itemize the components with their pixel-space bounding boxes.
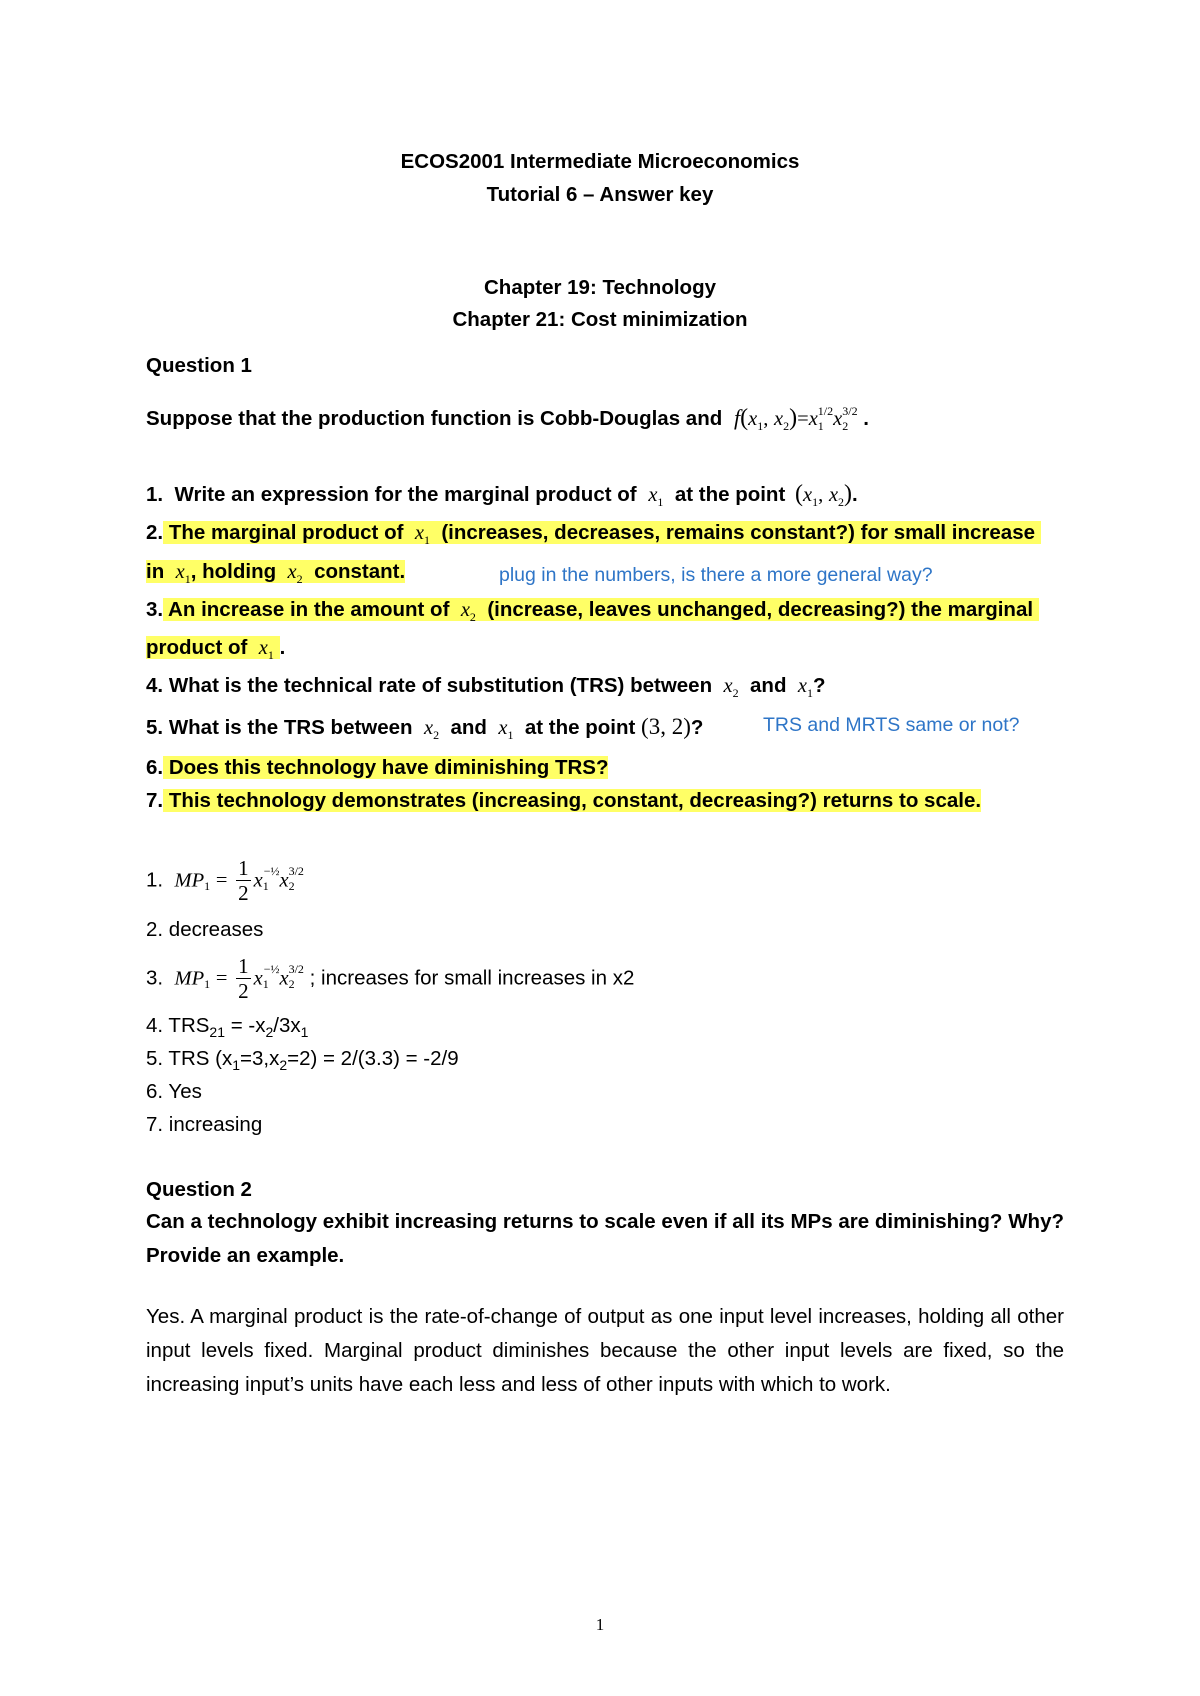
tutorial-title: Tutorial 6 – Answer key: [486, 183, 714, 206]
question-1-item-4: 4. What is the technical rate of substitution (TRS) between $x_2$ and $x_1$?: [146, 674, 826, 700]
production-function-formula: $f(x_1$, $x_2)=x_1^{1/2}x_2^{3/2}$ .: [733, 404, 869, 433]
question-1-heading: Question 1: [146, 354, 252, 377]
fraction-one-half: $\frac{1}{2}$: [238, 856, 249, 905]
question-1-item-7: 7. This technology demonstrates (increasing, constant, decreasing?) returns to scale.: [146, 789, 982, 812]
page-number: 1: [595, 1615, 605, 1634]
answer-3: 3. $MP_1$ = $\frac{1}{2}$ $x_1^{-\frac{1}{2}}x_2^{3/2}$ ; increases for small increases in x2: [146, 954, 635, 1003]
question-1-item-1: 1. Write an expression for the marginal product of $x_1$ at the point ($x_1$, $x_2$).: [146, 481, 858, 509]
course-title: ECOS2001 Intermediate Microeconomics: [400, 150, 800, 173]
note-plug-in-numbers: plug in the numbers, is there a more general way?: [499, 564, 933, 586]
fraction-one-half-2: $\frac{1}{2}$: [238, 954, 249, 1003]
question-1-item-3: 3. An increase in the amount of $x_2$ (increase, leaves unchanged, decreasing?) the marginal: [146, 596, 1039, 626]
note-trs-mrts: TRS and MRTS same or not?: [763, 714, 1020, 736]
question-2-text: Can a technology exhibit increasing returns to scale even if all its MPs are diminishing? Why? Provide an example.: [146, 1210, 1064, 1267]
question-2-heading: Question 2: [146, 1178, 252, 1201]
chapter-19-title: Chapter 19: Technology: [484, 276, 716, 299]
question-1-item-3-cont: product of $x_1$ .: [146, 636, 286, 662]
answer-4: 4. $TRS_{21} = -x_2/3x_1$: [146, 1014, 309, 1040]
answer-2: 2. decreases: [146, 918, 264, 941]
answer-5: 5. TRS $(x_1=3,x_2=2) = 2/(3.3) = -2/9$: [146, 1047, 459, 1073]
answer-7: 7. increasing: [146, 1113, 263, 1136]
answer-1: 1. $MP_1$ = $\frac{1}{2}$ $x_1^{-\frac{1}{2}}x_2^{3/2}$: [146, 856, 304, 905]
question-2-answer: Yes. A marginal product is the rate-of-change of output as one input level increases, holding all other input levels fixed. Marginal product diminishes because the other input levels are fixed, so the increasing input’s units have each less and less of other inputs with which to work.: [146, 1305, 1064, 1396]
question-1-item-6: 6. Does this technology have diminishing TRS?: [146, 756, 609, 779]
answer-6: 6. Yes: [146, 1080, 202, 1103]
question-1-item-2-cont: in $x_1$, holding $x_2$ constant.: [146, 560, 406, 586]
question-1-intro: Suppose that the production function is Cobb-Douglas and $f(x_1$, $x_2)=x_1^{1/2}x_2^{3/2}$ .: [146, 404, 869, 433]
question-1-item-2: 2. The marginal product of $x_1$ (increases, decreases, remains constant?) for small increase: [146, 519, 1041, 549]
chapter-21-title: Chapter 21: Cost minimization: [452, 308, 748, 331]
question-1-item-5: 5. What is the TRS between $x_2$ and $x_1$ at the point (3, 2)?: [146, 714, 704, 742]
